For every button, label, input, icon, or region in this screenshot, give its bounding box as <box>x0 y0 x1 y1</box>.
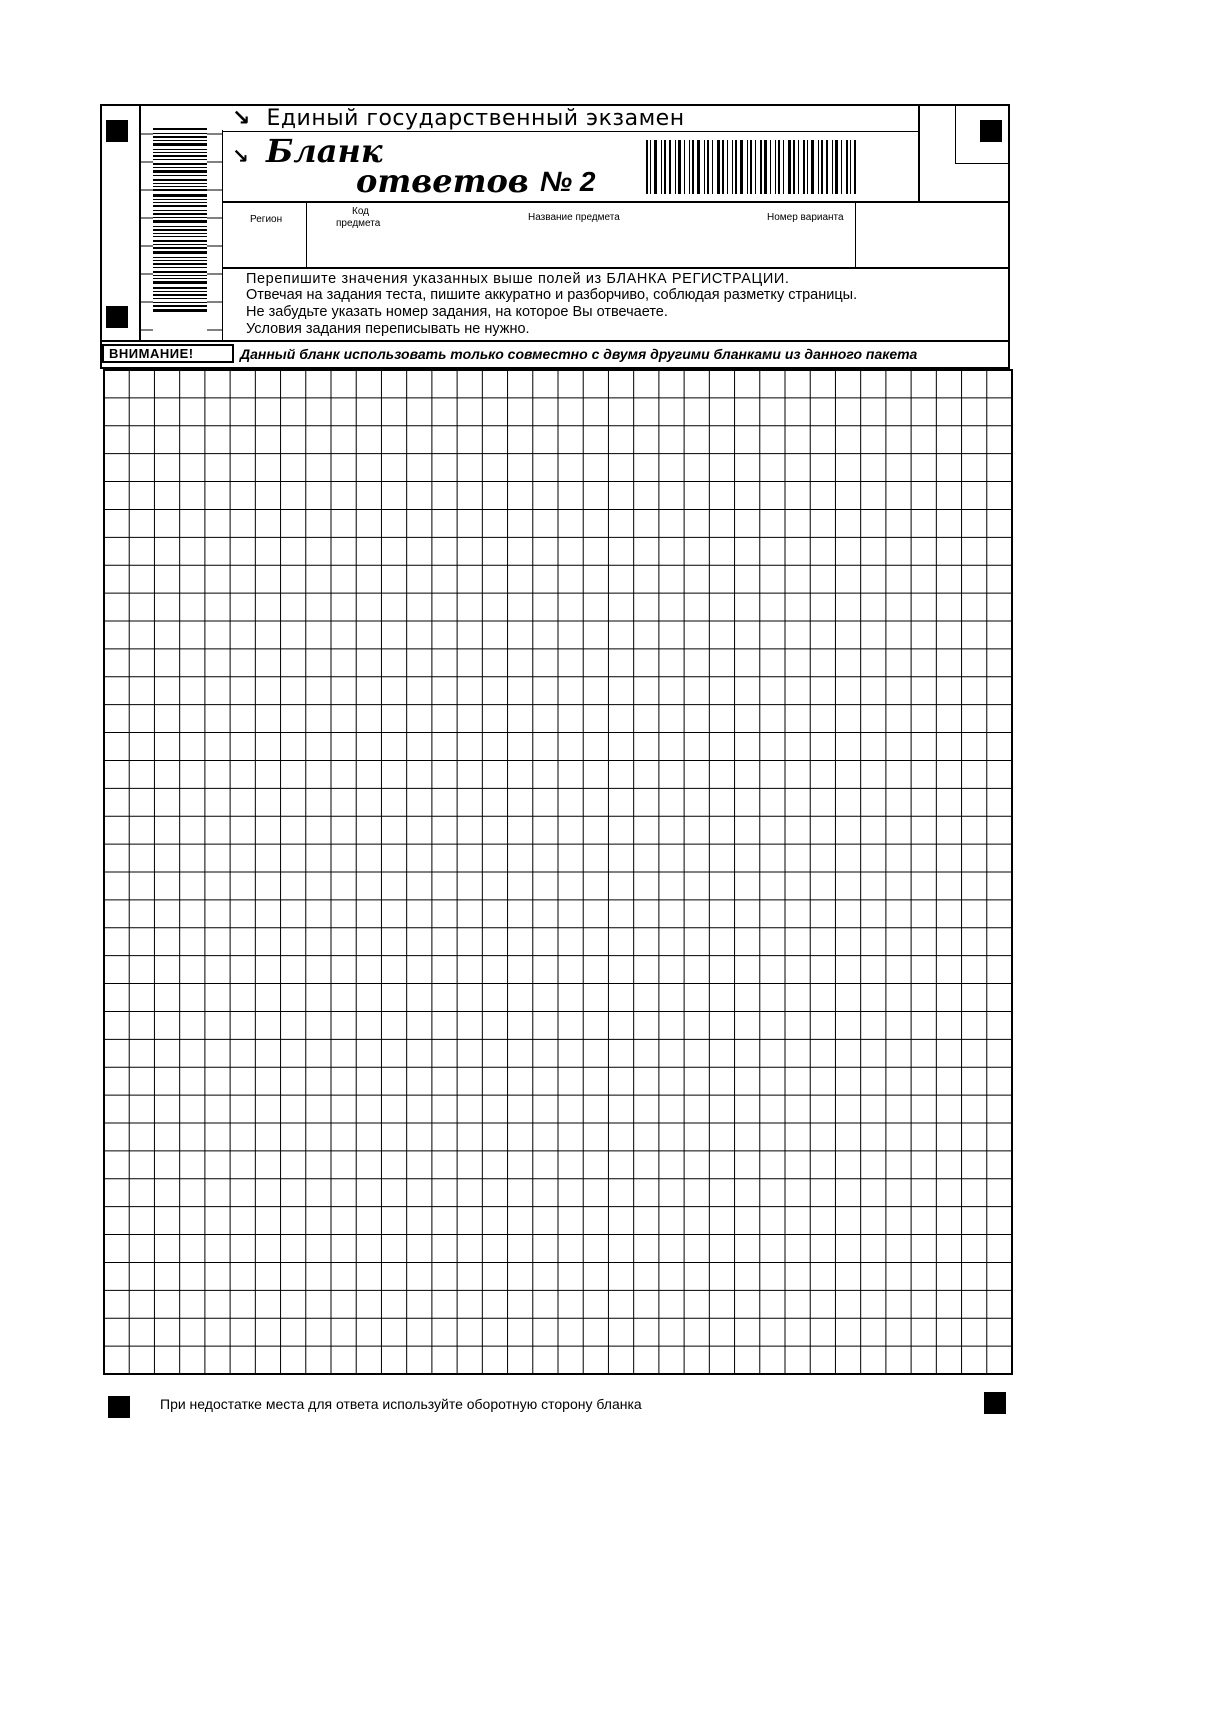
subject-code-label-2: предмета <box>336 218 381 229</box>
barcode-bar <box>153 267 207 268</box>
barcode-bar <box>650 140 651 194</box>
barcode-bar <box>153 305 207 307</box>
barcode-bar <box>727 140 728 194</box>
instruction-line-3: Не забудьте указать номер задания, на которое Вы отвечаете. <box>246 304 668 320</box>
instruction-line-2: Отвечая на задания теста, пишите аккуратно и разборчиво, соблюдая разметку страницы. <box>246 287 858 303</box>
barcode-bar <box>153 240 207 242</box>
barcode-bar <box>153 275 207 276</box>
barcode-bar <box>732 140 733 194</box>
barcode-bar <box>684 140 685 194</box>
barcode-bar <box>747 140 748 194</box>
barcode-bar <box>153 210 207 211</box>
barcode-bar <box>811 140 814 194</box>
barcode-bar <box>153 170 207 173</box>
barcode-bar <box>722 140 724 194</box>
barcode-bar <box>692 140 694 194</box>
barcode-bar <box>740 140 743 194</box>
barcode-bar <box>661 140 662 194</box>
barcode-bar <box>153 244 207 245</box>
barcode-bar <box>707 140 709 194</box>
barcode-bar <box>712 140 713 194</box>
barcode-bar <box>793 140 795 194</box>
exam-title: Единый государственный экзамен <box>266 106 685 131</box>
barcode-bar <box>646 140 648 194</box>
barcode-bar <box>153 309 207 312</box>
barcode-bar <box>153 278 207 279</box>
corner-arrow-icon: ↘ <box>232 106 251 131</box>
barcode-bar <box>783 140 784 194</box>
barcode-bar <box>153 302 207 303</box>
barcode-bar <box>846 140 848 194</box>
barcode-bar <box>664 140 666 194</box>
barcode-bar <box>153 183 207 184</box>
barcode-bar <box>717 140 720 194</box>
top-barcode <box>646 140 896 196</box>
barcode-bar <box>775 140 776 194</box>
barcode-bar <box>832 140 833 194</box>
barcode-bar <box>153 226 207 227</box>
barcode-bar <box>153 167 207 168</box>
barcode-bar <box>153 143 207 146</box>
barcode-bar <box>153 271 207 273</box>
barcode-bar <box>153 175 207 176</box>
corner-marker-bottom-right <box>984 1392 1006 1414</box>
barcode-bar <box>153 149 207 150</box>
subject-code-label-1: Код <box>352 206 370 217</box>
region-label: Регион <box>250 214 283 225</box>
barcode-bar <box>850 140 851 194</box>
side-barcode <box>141 128 223 340</box>
barcode-bar <box>770 140 771 194</box>
barcode-bar <box>841 140 842 194</box>
barcode-bar <box>153 247 207 249</box>
barcode-bar <box>153 233 207 234</box>
barcode-bar <box>153 133 207 134</box>
barcode-bar <box>153 189 207 191</box>
barcode-bar <box>153 159 207 160</box>
barcode-bar <box>153 220 207 223</box>
barcode-bar <box>153 140 207 141</box>
barcode-bar <box>153 257 207 258</box>
attention-message: Данный бланк использовать только совместно с двумя другими бланками из данного пакета <box>240 346 918 362</box>
barcode-bar <box>153 155 207 157</box>
barcode-bar <box>153 294 207 296</box>
barcode-bar <box>153 179 207 181</box>
barcode-bar <box>153 298 207 299</box>
barcode-bar <box>675 140 676 194</box>
variant-number-label: Номер варианта <box>767 212 844 223</box>
barcode-bar <box>735 140 737 194</box>
barcode-bar <box>689 140 690 194</box>
variant-number-field[interactable] <box>857 206 1007 266</box>
barcode-bar <box>153 287 207 289</box>
exam-title-row <box>232 106 685 131</box>
form-title-line1: Бланк <box>266 132 383 170</box>
barcode-bar <box>788 140 791 194</box>
attention-label: ВНИМАНИЕ! <box>109 346 194 361</box>
barcode-bar <box>760 140 762 194</box>
barcode-bar <box>764 140 767 194</box>
barcode-bar <box>697 140 700 194</box>
barcode-bar <box>153 136 207 138</box>
corner-marker-bottom-left <box>108 1396 130 1418</box>
barcode-bar <box>807 140 808 194</box>
subject-code-field[interactable] <box>308 232 408 266</box>
form-number: № 2 <box>540 166 596 197</box>
barcode-bar <box>678 140 681 194</box>
form-title-arrow-icon: ↘ <box>232 146 249 168</box>
footer-note: При недостатке места для ответа используйте оборотную сторону бланка <box>160 1396 642 1412</box>
barcode-bar <box>798 140 799 194</box>
subject-name-label: Название предмета <box>528 212 620 223</box>
barcode-bar <box>153 194 207 197</box>
barcode-bar <box>755 140 756 194</box>
barcode-bar <box>153 202 207 203</box>
subject-name-field[interactable] <box>410 228 855 266</box>
barcode-bar <box>153 260 207 261</box>
attention-label-box <box>102 344 234 363</box>
barcode-bar <box>153 163 207 165</box>
barcode-bar <box>704 140 705 194</box>
barcode-bar <box>669 140 671 194</box>
barcode-bar <box>153 213 207 215</box>
barcode-bar <box>778 140 780 194</box>
barcode-bar <box>854 140 856 194</box>
barcode-bar <box>153 128 207 130</box>
instruction-line-4: Условия задания переписывать не нужно. <box>246 321 530 337</box>
answer-grid[interactable] <box>102 368 1014 1376</box>
barcode-bar <box>153 236 207 237</box>
barcode-bar <box>821 140 823 194</box>
instruction-line-1: Перепишите значения указанных выше полей из БЛАНКА РЕГИСТРАЦИИ. <box>246 271 790 287</box>
barcode-bar <box>153 186 207 187</box>
barcode-bar <box>153 251 207 254</box>
barcode-bar <box>153 205 207 207</box>
region-field[interactable] <box>224 228 306 266</box>
barcode-bar <box>826 140 828 194</box>
barcode-bar <box>818 140 819 194</box>
form-title-line2: ответов <box>356 162 529 200</box>
barcode-bar <box>153 291 207 292</box>
barcode-bar <box>750 140 752 194</box>
barcode-bar <box>654 140 657 194</box>
barcode-bar <box>153 217 207 218</box>
barcode-bar <box>153 229 207 231</box>
barcode-bar <box>153 263 207 265</box>
barcode-bar <box>153 199 207 200</box>
barcode-bar <box>803 140 805 194</box>
barcode-bar <box>153 152 207 153</box>
barcode-bar <box>835 140 838 194</box>
barcode-bar <box>153 281 207 284</box>
